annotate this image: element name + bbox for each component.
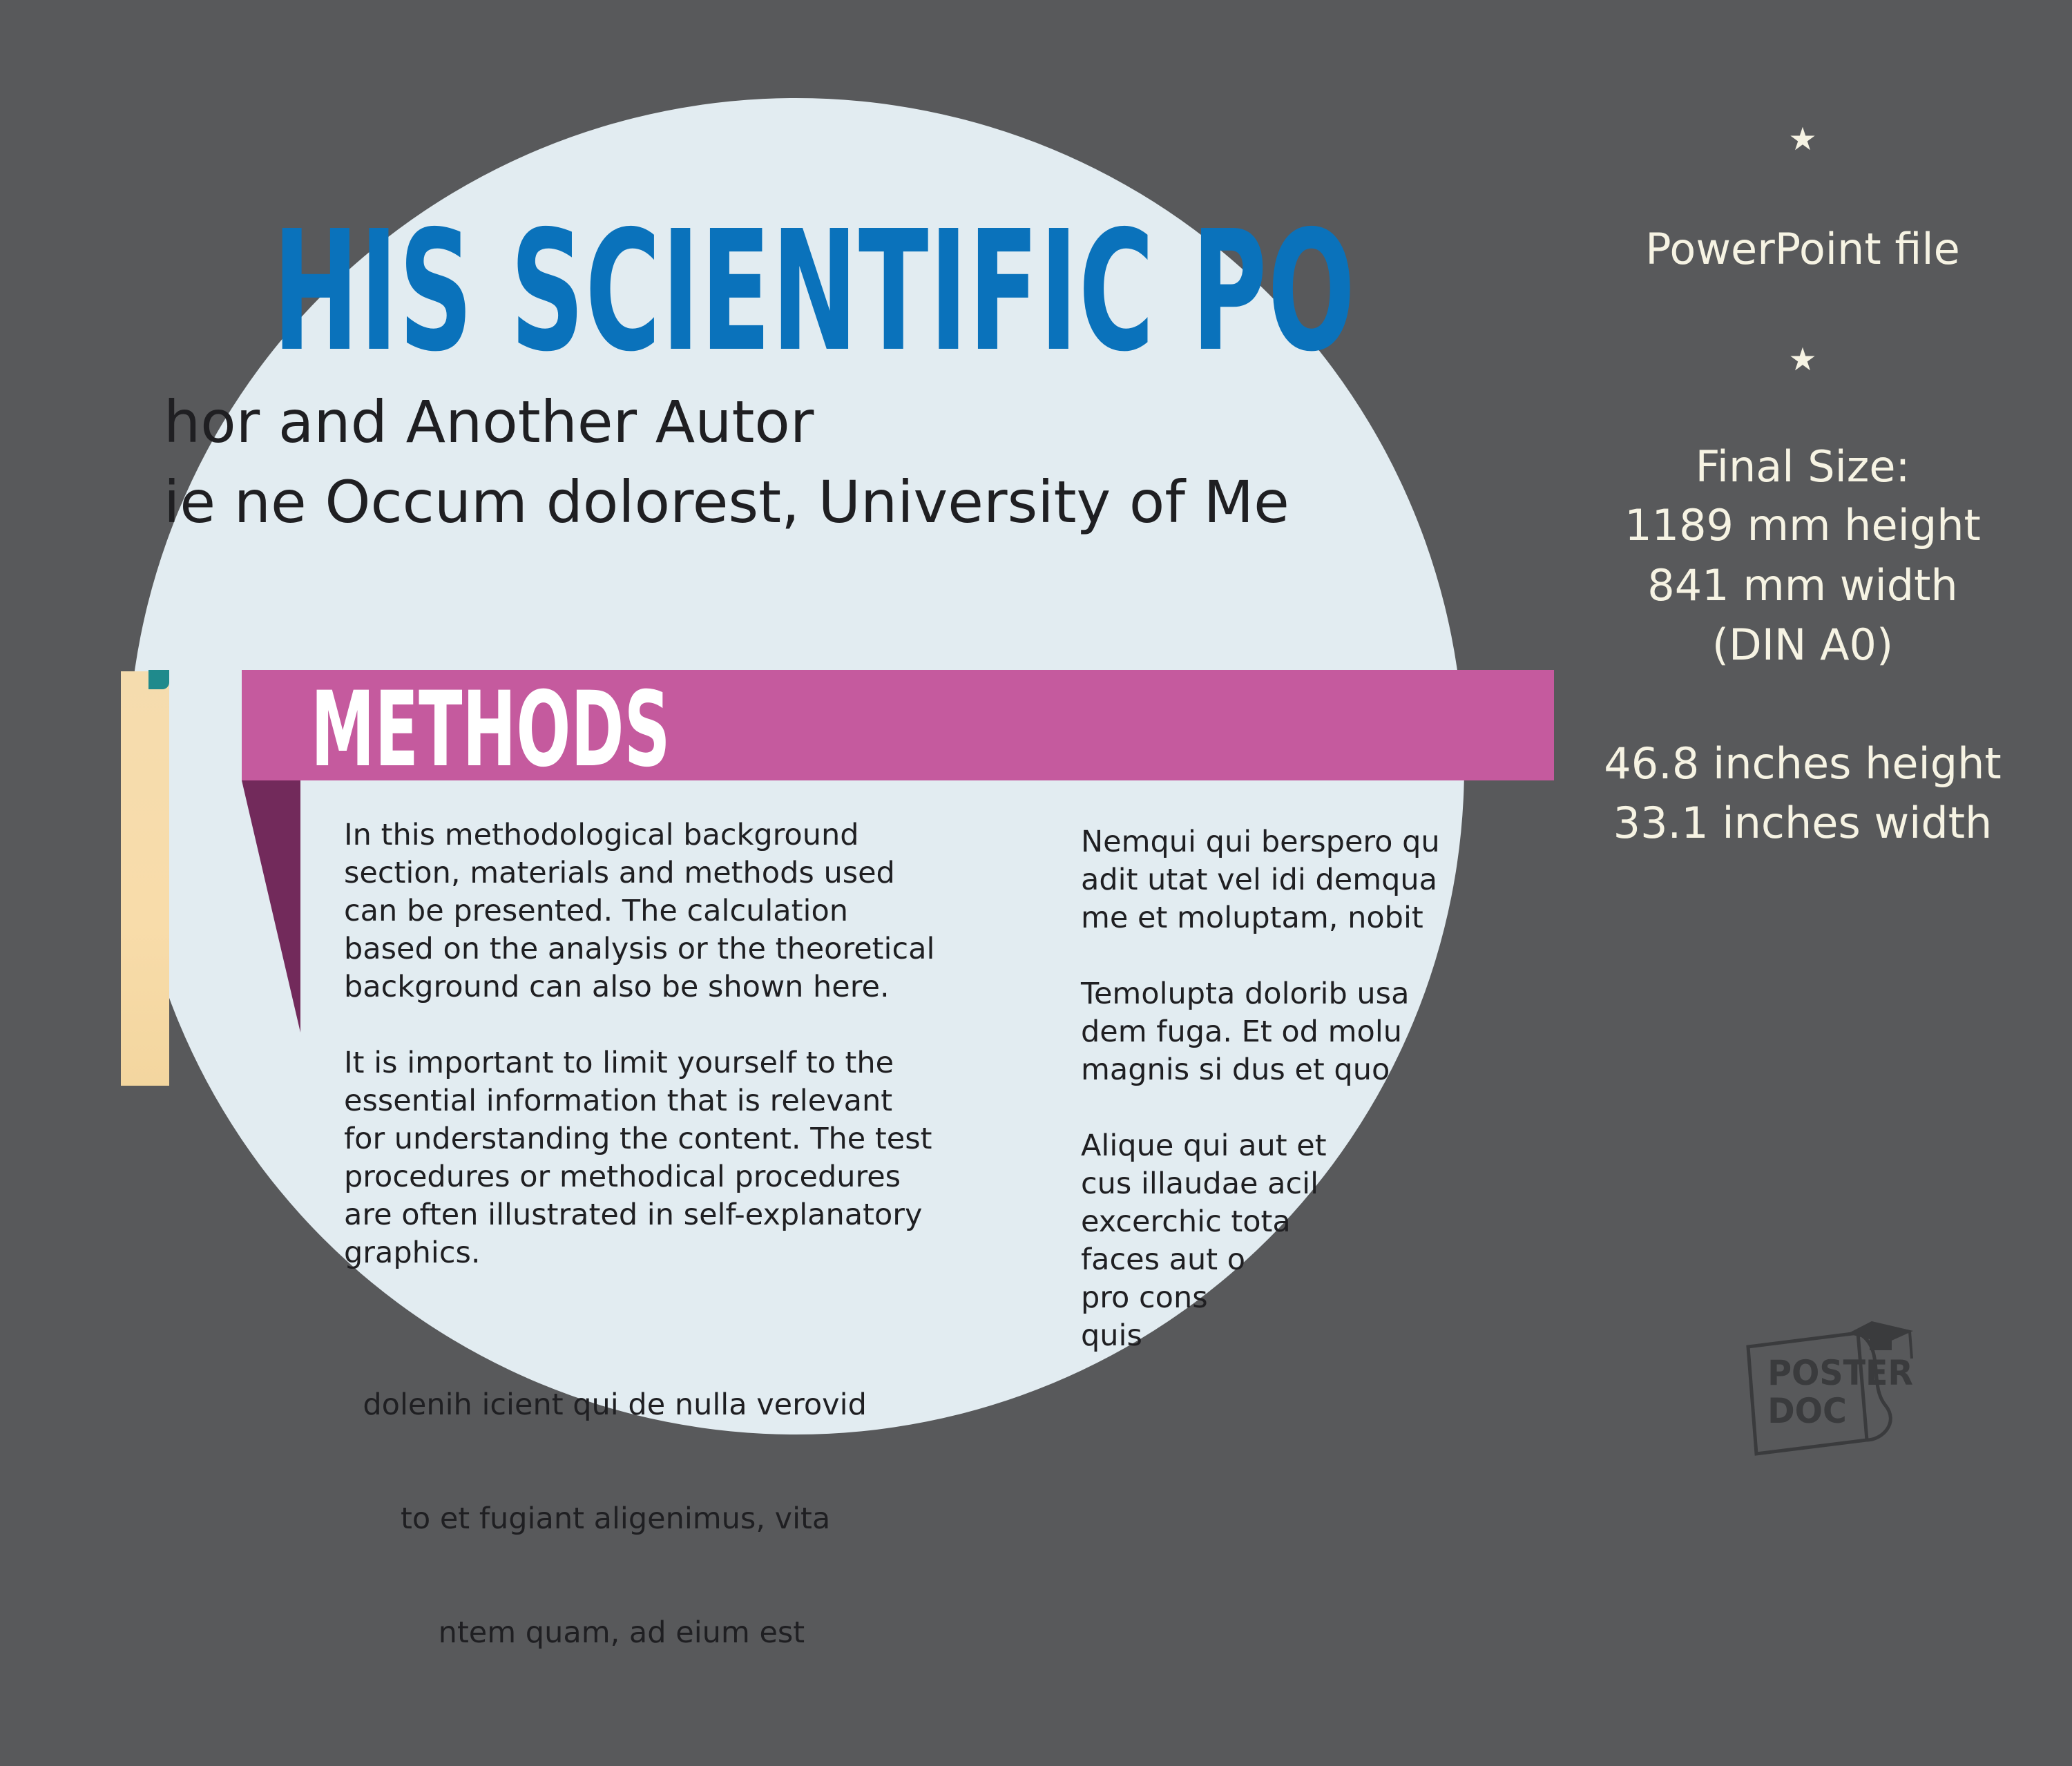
width-mm: 841 mm width: [1647, 560, 1958, 611]
text-line: ntem quam, ad eium est: [344, 1615, 805, 1650]
height-inches: 46.8 inches height: [1604, 738, 2002, 789]
magnified-poster-view: [128, 98, 1464, 1650]
text-line: dolenih icient qui de nulla verovid: [344, 1388, 867, 1422]
left-paragraph-2: [344, 1044, 934, 1272]
right-paragraph-3: [1081, 1127, 1440, 1355]
posterdoc-logo-graphic: [1744, 1309, 1937, 1464]
cap-base: [1870, 1338, 1892, 1350]
text-line: faces aut o: [1081, 1242, 1246, 1277]
star-icon: ★: [1788, 340, 1817, 378]
text-line: cus illaudae acil: [1081, 1167, 1319, 1201]
text-line: can be presented. The calculation: [344, 894, 849, 928]
right-paragraph-1: [1081, 823, 1440, 937]
left-image-strip: [121, 671, 169, 1086]
text-line: for understanding the content. The test: [344, 1122, 932, 1156]
text-line: to et fugiant aligenimus, vita: [344, 1501, 831, 1536]
text-line: procedures or methodical procedures: [344, 1160, 901, 1194]
text-line: magnis si dus et quo: [1081, 1053, 1390, 1087]
logo-text-poster: POSTER: [1767, 1353, 1913, 1394]
poster-authors: hor and Another Autor: [164, 388, 814, 456]
text-line: Temolupta dolorib usa: [1081, 977, 1410, 1011]
star-icon: ★: [1788, 120, 1817, 157]
text-line: adit utat vel idi demqua: [1081, 863, 1438, 897]
text-line: Nemqui qui berspero qu: [1081, 825, 1440, 859]
text-line: based on the analysis or the theoretical: [344, 932, 935, 966]
left-paragraph-1: [344, 816, 934, 1006]
posterdoc-logo: [1744, 1309, 1937, 1464]
methods-heading: METHODS: [311, 670, 671, 790]
file-type-label: PowerPoint file: [1645, 224, 1960, 274]
text-line: pro cons: [1081, 1280, 1208, 1315]
text-line: graphics.: [344, 1236, 481, 1270]
text-line: excerchic tota: [1081, 1204, 1291, 1239]
text-line: me et moluptam, nobit: [1081, 901, 1423, 935]
left-paragraph-3: [344, 1310, 934, 1728]
poster-affiliation: ie ne Occum dolorest, University of Me: [164, 468, 1289, 536]
methods-right-column: [1081, 823, 1440, 1393]
text-line: background can also be shown here.: [344, 970, 890, 1004]
methods-ribbon-fold: [242, 780, 300, 1033]
text-line: dem fuga. Et od molu: [1081, 1015, 1403, 1049]
text-line: In this methodological background: [344, 818, 859, 852]
text-line: It is important to limit yourself to the: [344, 1046, 894, 1080]
din-format: (DIN A0): [1711, 620, 1894, 670]
width-inches: 33.1 inches width: [1613, 798, 1993, 848]
left-image-accent: [148, 670, 169, 689]
logo-text-doc: DOC: [1767, 1391, 1847, 1432]
methods-left-column: [344, 816, 934, 1766]
text-line: are often illustrated in self-explanatory: [344, 1198, 923, 1232]
poster-title: HIS SCIENTIFIC PO: [273, 195, 1356, 388]
text-line: section, materials and methods used: [344, 856, 895, 890]
text-line: essential information that is relevant: [344, 1084, 893, 1118]
right-paragraph-2: [1081, 975, 1440, 1089]
final-size-label: Final Size:: [1695, 441, 1910, 492]
text-line: Alique qui aut et: [1081, 1129, 1327, 1163]
text-line: quis: [1081, 1318, 1142, 1353]
height-mm: 1189 mm height: [1624, 500, 1981, 550]
